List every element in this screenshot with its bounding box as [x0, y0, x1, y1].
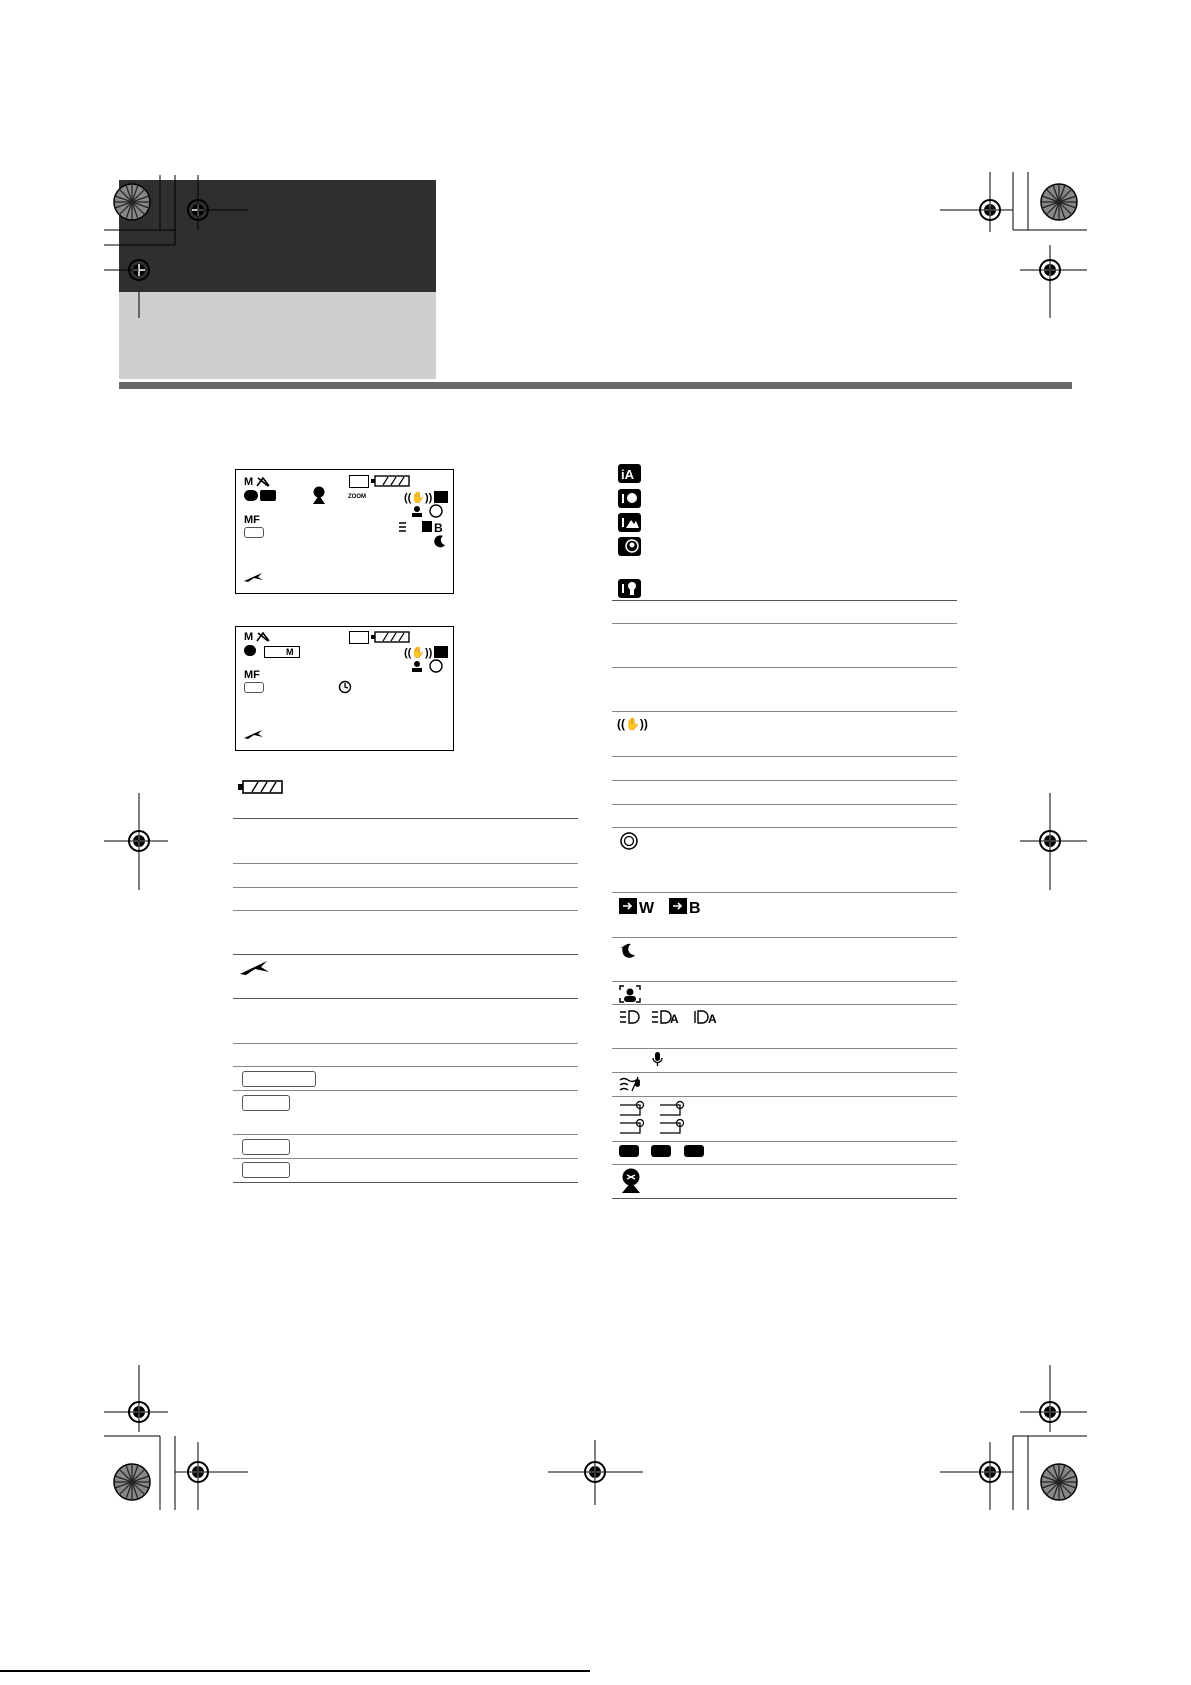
shake-icon [404, 490, 450, 504]
right-table-rule [612, 1004, 957, 1005]
intelligent-auto-icon [618, 464, 642, 484]
right-table-rule [612, 780, 957, 781]
mf-indicator: MF [244, 514, 260, 526]
battery-icon [371, 630, 411, 644]
right-table-rule [612, 1164, 957, 1165]
long-box-icon [242, 1071, 316, 1087]
registration-mark-icon-bottom-2 [940, 1442, 1013, 1510]
battery-icon [238, 779, 284, 795]
left-table-rule [233, 954, 578, 955]
mf-box [244, 527, 264, 538]
face-framing-icon [619, 985, 641, 1003]
lcd-display-2 [235, 626, 454, 751]
quality-block-icon [619, 1145, 639, 1157]
svg-text:A: A [670, 1012, 679, 1026]
left-table-rule [233, 1043, 578, 1044]
zoom-mic-indicator: ZOOM [348, 494, 366, 500]
registration-mark-icon-mid-left [104, 793, 168, 890]
intelligent-lowlight-icon [618, 579, 642, 599]
right-table-rule [612, 667, 957, 668]
media-icon [244, 645, 256, 656]
right-table-rule [612, 1048, 957, 1049]
lcd-display-1 [235, 469, 454, 594]
quality-block-icon [651, 1145, 671, 1157]
night-moon-icon [433, 534, 447, 548]
quality-block-icon [260, 490, 276, 501]
left-table-rule [233, 1158, 578, 1159]
right-table-rule [612, 1096, 957, 1097]
smile-shot-icon [620, 832, 640, 852]
mf-indicator: MF [244, 669, 260, 681]
short-box-icon [242, 1095, 290, 1111]
quality-block-icon [684, 1145, 704, 1157]
registration-mark-icon-mid-right [1020, 793, 1087, 890]
svg-text:((✋)): ((✋)) [617, 717, 648, 731]
upload-arrow-icon [311, 486, 327, 504]
wind-mic-icon [620, 1076, 642, 1092]
self-timer-icon [338, 680, 352, 694]
intelligent-spotlight-icon [618, 537, 642, 557]
shake-icon [404, 645, 450, 659]
registration-mark-icon-bottom-left [104, 1365, 168, 1432]
manual-mode-indicator: M [244, 631, 254, 643]
manual-mode-indicator: M [244, 476, 254, 488]
tele-macro-icon [619, 897, 709, 917]
color-target-icon-tr [1041, 184, 1077, 220]
airplane-icon [244, 728, 264, 740]
ais-off-icon [256, 476, 270, 488]
registration-mark-icon-bottom-right [1020, 1365, 1087, 1432]
right-table-rule [612, 1198, 957, 1199]
right-table-rule [612, 1141, 957, 1142]
media-icon [244, 490, 258, 501]
right-table-rule [612, 623, 957, 624]
right-table-rule [612, 600, 957, 601]
right-table-rule [612, 937, 957, 938]
left-table-rule [233, 1090, 578, 1091]
battery-icon [371, 474, 411, 488]
svg-text:((✋)): ((✋)) [404, 647, 433, 659]
registration-mark-icon-bottom-center [548, 1440, 643, 1505]
color-target-icon-tl [114, 184, 150, 220]
right-table-rule [612, 756, 957, 757]
right-table-rule [612, 1072, 957, 1073]
left-table-rule [233, 818, 578, 819]
picture-size-icons [620, 1100, 700, 1136]
right-table-rule [612, 827, 957, 828]
card-mode-box [264, 646, 300, 658]
right-table-rule [612, 804, 957, 805]
left-table-rule [233, 863, 578, 864]
upload-arrow-icon [620, 1168, 642, 1194]
registration-mark-icon-left-1 [104, 260, 149, 318]
card-mode-letter: M [286, 647, 294, 657]
svg-text:W: W [639, 900, 655, 917]
color-target-icon-bl [114, 1464, 150, 1500]
short-box-icon [242, 1162, 290, 1178]
night-moon-icon [620, 942, 638, 960]
registration-mark-icon-top-1 [188, 175, 248, 230]
short-box-icon [242, 1139, 290, 1155]
svg-text:iA: iA [621, 467, 634, 482]
ais-off-icon [256, 631, 270, 643]
zoom-mic-icon [652, 1052, 664, 1068]
card-setting-icon [349, 475, 369, 488]
right-table-rule [612, 711, 957, 712]
right-table-rule [612, 981, 957, 982]
left-table-rule [233, 1134, 578, 1135]
face-icon [411, 659, 451, 673]
left-table-rule [233, 910, 578, 911]
airplane-icon [240, 958, 270, 976]
svg-text:A: A [708, 1012, 717, 1026]
left-table-rule [233, 1066, 578, 1067]
right-table-rule [612, 892, 957, 893]
svg-text:((✋)): ((✋)) [404, 492, 433, 504]
hand-shake-icon [617, 716, 648, 732]
intelligent-scenery-icon [618, 513, 642, 533]
svg-text:B: B [434, 521, 443, 535]
registration-mark-icon-right-1 [1020, 245, 1087, 318]
registration-mark-icon-top-2 [940, 172, 1013, 232]
intelligent-portrait-icon [618, 489, 642, 509]
svg-text:B: B [689, 900, 701, 917]
mf-box [244, 682, 264, 693]
left-table-rule [233, 887, 578, 888]
left-table-rule [233, 998, 578, 999]
airplane-icon [244, 571, 264, 583]
registration-mark-icon-bottom-1 [175, 1442, 248, 1510]
card-setting-icon [349, 631, 369, 644]
white-balance-icon [398, 520, 450, 534]
light-icon [620, 1009, 730, 1027]
face-icon [411, 504, 451, 518]
color-target-icon-br [1041, 1464, 1077, 1500]
left-table-rule [233, 1182, 578, 1183]
